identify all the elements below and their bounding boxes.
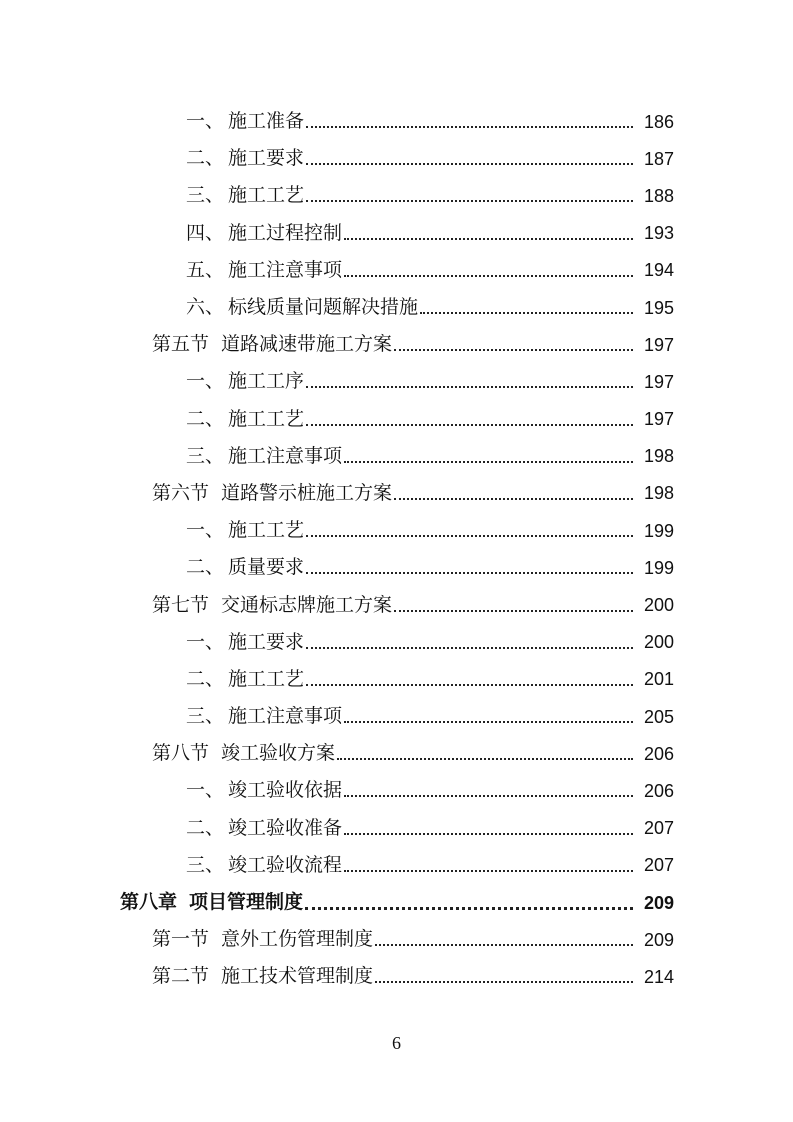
toc-entry-title: 意外工伤管理制度: [221, 928, 374, 951]
toc-entry-page: 187: [643, 148, 674, 169]
toc-entry-section[interactable]: [0, 921, 793, 958]
dot-leader: [344, 832, 633, 835]
toc-entry-number: 六、: [186, 296, 225, 319]
dot-leader: [344, 274, 633, 277]
toc-entry-number: 二、: [186, 816, 225, 839]
toc-entry-page: 199: [643, 557, 674, 578]
toc-entry-chapter[interactable]: [0, 884, 793, 921]
toc-entry-label: [186, 298, 418, 317]
toc-entry-title: 道路减速带施工方案: [221, 333, 393, 356]
toc-entry-title: 竣工验收方案: [221, 742, 336, 765]
toc-entry-label: [186, 186, 304, 205]
toc-entry-page: 209: [643, 892, 674, 913]
dot-leader: [306, 571, 633, 574]
toc-entry-page: 200: [643, 595, 674, 616]
dot-leader: [306, 199, 633, 202]
toc-entry-label: [152, 593, 393, 616]
toc-entry-page: 198: [643, 483, 674, 504]
toc-entry-number: 第七节: [152, 593, 210, 616]
toc-entry-number: 五、: [186, 258, 225, 281]
dot-leader: [344, 460, 633, 463]
dot-leader: [305, 906, 633, 910]
toc-entry-label: [152, 930, 373, 949]
toc-entry-number: 一、: [186, 779, 225, 802]
toc-entry-label: [186, 444, 343, 467]
toc-entry-item[interactable]: [0, 847, 793, 884]
toc-entry-page: 197: [643, 371, 674, 392]
dot-leader: [344, 237, 633, 240]
toc-entry-page: 194: [643, 260, 674, 281]
toc-entry-item[interactable]: [0, 438, 793, 475]
toc-entry-page: 186: [643, 111, 674, 132]
toc-entry-number: 三、: [186, 853, 225, 876]
toc-entry-title: 施工注意事项: [228, 258, 343, 281]
toc-entry-item[interactable]: [0, 140, 793, 177]
toc-entry-title: 道路警示桩施工方案: [221, 481, 393, 504]
toc-entry-number: 四、: [186, 221, 225, 244]
toc-entry-item[interactable]: [0, 215, 793, 252]
toc-entry-label: [186, 630, 305, 653]
toc-entry-number: 二、: [186, 556, 225, 579]
toc-entry-page: 197: [643, 409, 674, 430]
toc-entry-section[interactable]: [0, 586, 793, 623]
toc-entry-item[interactable]: [0, 624, 793, 661]
toc-entry-label: [186, 407, 305, 430]
toc-entry-item[interactable]: [0, 698, 793, 735]
toc-entry-label: [186, 258, 343, 281]
toc-entry-label: [152, 967, 373, 986]
toc-entry-title: 质量要求: [228, 556, 305, 579]
dot-leader: [306, 125, 633, 128]
toc-entry-title: 施工工艺: [228, 519, 305, 542]
toc-entry-item[interactable]: [0, 252, 793, 289]
toc-entry-number: 第五节: [152, 333, 210, 356]
toc-entry-item[interactable]: [0, 363, 793, 400]
toc-entry-page: 207: [643, 855, 674, 876]
toc-entry-label: [152, 335, 392, 354]
dot-leader: [394, 348, 633, 351]
toc-entry-title: 施工注意事项: [228, 705, 343, 728]
toc-entry-item[interactable]: [0, 401, 793, 438]
toc-entry-number: 二、: [186, 147, 225, 170]
dot-leader: [344, 869, 633, 872]
toc-entry-page: 205: [643, 706, 674, 727]
toc-entry-number: 三、: [186, 444, 225, 467]
toc-entry-label: [186, 707, 342, 726]
toc-entry-item[interactable]: [0, 661, 793, 698]
toc-entry-page: 193: [643, 223, 674, 244]
toc-entry-label: [186, 816, 343, 839]
toc-entry-page: 198: [643, 446, 674, 467]
toc-entry-label: [186, 521, 304, 540]
toc-entry-label: [120, 893, 303, 912]
dot-leader: [306, 534, 633, 537]
toc-entry-page: 214: [643, 966, 674, 987]
toc-entry-number: 三、: [186, 705, 225, 728]
dot-leader: [394, 609, 633, 612]
toc-entry-label: [152, 481, 393, 504]
toc-entry-title: 施工工艺: [228, 667, 305, 690]
toc-entry-label: [186, 372, 304, 391]
toc-entry-label: [186, 781, 342, 800]
toc-entry-title: 施工注意事项: [228, 444, 343, 467]
toc-entry-number: 第八节: [152, 742, 210, 765]
toc-entry-item[interactable]: [0, 177, 793, 214]
dot-leader: [344, 720, 633, 723]
toc-entry-number: 第一节: [152, 928, 210, 951]
dot-leader: [306, 423, 633, 426]
toc-entry-item[interactable]: [0, 289, 793, 326]
dot-leader: [375, 980, 633, 983]
toc-entry-page: 199: [643, 520, 674, 541]
toc-entry-label: [186, 558, 304, 577]
toc-entry-section[interactable]: [0, 475, 793, 512]
toc-entry-page: 207: [643, 818, 674, 839]
toc-entry-label: [186, 667, 305, 690]
toc-entry-title: 施工准备: [228, 110, 305, 133]
toc-entry-number: 第二节: [152, 965, 210, 988]
toc-entry-number: 一、: [186, 370, 225, 393]
toc-entry-page: 209: [643, 929, 674, 950]
toc-entry-item[interactable]: [0, 512, 793, 549]
toc-entry-title: 标线质量问题解决措施: [228, 296, 419, 319]
toc-entry-label: [152, 744, 335, 763]
toc-entry-title: 施工工艺: [228, 407, 305, 430]
toc-entry-page: 206: [643, 780, 674, 801]
toc-entry-page: 200: [643, 632, 674, 653]
dot-leader: [344, 794, 633, 797]
dot-leader: [306, 162, 633, 165]
toc-entry-page: 201: [643, 669, 674, 690]
toc-entry-title: 施工要求: [228, 630, 305, 653]
toc-entry-title: 交通标志牌施工方案: [221, 593, 393, 616]
toc-entry-number: 一、: [186, 630, 225, 653]
toc-entry-number: 三、: [186, 184, 225, 207]
toc-entry-title: 项目管理制度: [189, 891, 304, 914]
toc-entry-label: [186, 221, 343, 244]
toc-entry-section[interactable]: [0, 326, 793, 363]
toc-entry-title: 施工要求: [228, 147, 305, 170]
dot-leader: [420, 311, 633, 314]
toc-entry-number: 第八章: [120, 891, 178, 914]
toc-entry-section[interactable]: [0, 958, 793, 995]
toc-entry-title: 施工工艺: [228, 184, 305, 207]
toc-entry-label: [186, 149, 304, 168]
toc-entry-number: 第六节: [152, 481, 210, 504]
toc-entry-item[interactable]: [0, 549, 793, 586]
toc-entry-title: 施工过程控制: [228, 221, 343, 244]
toc-entry-label: [186, 112, 304, 131]
toc-entry-title: 竣工验收依据: [228, 779, 343, 802]
toc-entry-label: [186, 853, 343, 876]
toc-entry-title: 竣工验收流程: [228, 853, 343, 876]
dot-leader: [306, 385, 633, 388]
toc-entry-page: 188: [643, 185, 674, 206]
toc-entry-section[interactable]: [0, 735, 793, 772]
toc-entry-page: 206: [643, 743, 674, 764]
toc-entry-number: 二、: [186, 407, 225, 430]
dot-leader: [306, 646, 633, 649]
dot-leader: [375, 943, 633, 946]
table-of-contents: [0, 103, 793, 996]
toc-entry-number: 一、: [186, 110, 225, 133]
toc-entry-number: 二、: [186, 667, 225, 690]
toc-entry-item[interactable]: [0, 772, 793, 809]
toc-entry-title: 竣工验收准备: [228, 816, 343, 839]
toc-entry-number: 一、: [186, 519, 225, 542]
toc-entry-page: 195: [643, 297, 674, 318]
toc-entry-item[interactable]: [0, 103, 793, 140]
toc-entry-page: 197: [643, 334, 674, 355]
toc-entry-title: 施工技术管理制度: [221, 965, 374, 988]
dot-leader: [394, 497, 633, 500]
dot-leader: [337, 757, 633, 760]
dot-leader: [306, 683, 633, 686]
page-number: 6: [392, 1033, 401, 1053]
toc-entry-title: 施工工序: [228, 370, 305, 393]
toc-entry-item[interactable]: [0, 810, 793, 847]
